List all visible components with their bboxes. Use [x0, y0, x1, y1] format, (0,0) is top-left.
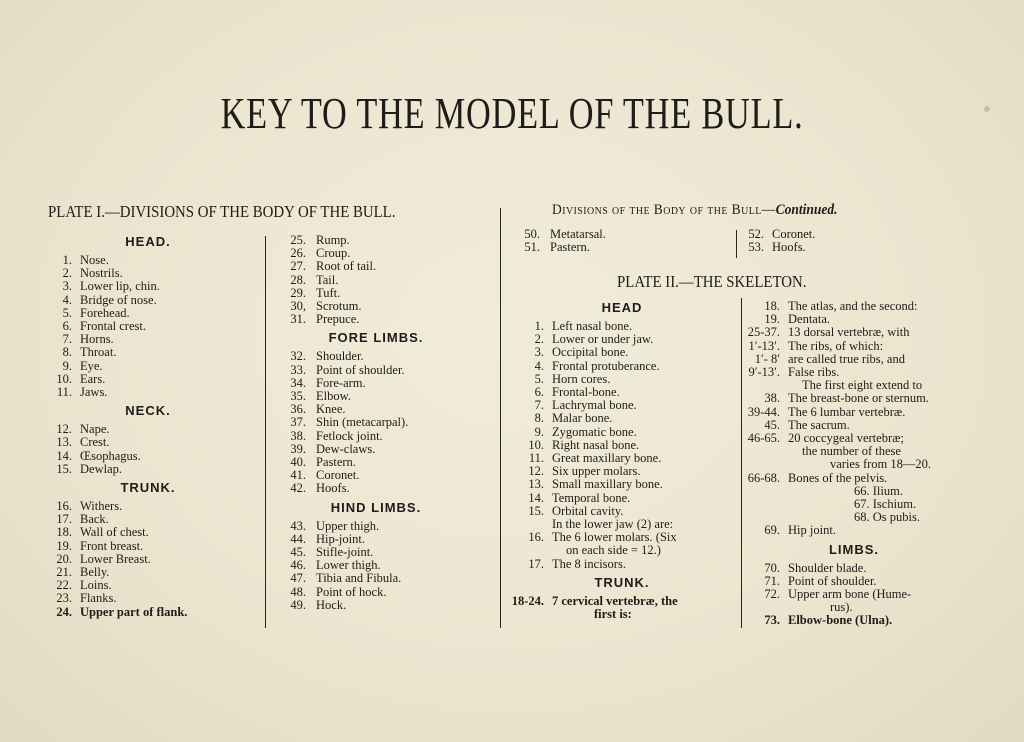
item-text: Croup. — [316, 246, 351, 261]
item-number: 26. — [290, 246, 306, 261]
item-number: 16. — [528, 530, 544, 545]
item-text: Crest. — [80, 435, 110, 450]
item-text: rus). — [830, 600, 853, 615]
item-text: on each side = 12.) — [566, 543, 661, 558]
item-text: Upper thigh. — [316, 518, 380, 533]
list-item — [276, 234, 476, 247]
item-text: Horns. — [80, 332, 114, 347]
item-number — [508, 608, 552, 621]
item-number: 46-65. — [747, 431, 780, 446]
item-number: 17. — [56, 512, 72, 527]
item-number: 66-68. — [747, 470, 780, 485]
item-text: Rump. — [316, 233, 350, 247]
list-item — [744, 614, 964, 627]
item-number: 43. — [290, 518, 306, 533]
item-number: 10. — [56, 371, 72, 386]
continued-heading — [552, 202, 838, 219]
section-heading: HIND LIMBS. — [330, 499, 422, 515]
item-text: Nostrils. — [80, 266, 123, 281]
item-number: 8. — [62, 345, 72, 360]
list-item — [276, 300, 476, 313]
item-text: In the lower jaw (2) are: — [552, 517, 674, 532]
item-number: 11. — [528, 451, 544, 466]
item-number: 7. — [62, 332, 72, 347]
list-item — [276, 443, 476, 456]
item-number: 73. — [764, 613, 780, 628]
list-item — [48, 566, 248, 579]
section-heading: TRUNK. — [594, 574, 650, 590]
list-item — [276, 247, 476, 260]
list-item — [744, 326, 964, 339]
item-text: Pastern. — [550, 240, 590, 255]
item-number: 3. — [534, 345, 544, 360]
item-text: 68. Os pubis. — [854, 510, 920, 525]
item-number: 1. — [534, 319, 544, 333]
item-text: 7 cervical vertebræ, the — [552, 593, 678, 608]
item-text: Elbow. — [316, 389, 351, 404]
column-divider — [265, 236, 266, 628]
list-item — [48, 423, 248, 436]
item-text: Ears. — [80, 371, 106, 386]
list-item — [276, 364, 476, 377]
section-heading: LIMBS. — [828, 541, 880, 557]
item-text: Hip joint. — [788, 523, 836, 538]
item-number: 40. — [290, 455, 306, 470]
item-text: Hoofs. — [316, 481, 350, 496]
item-number: 25. — [290, 233, 306, 247]
item-number — [744, 445, 788, 458]
item-number: 71. — [764, 573, 780, 588]
item-text: varies from 18—20. — [830, 457, 932, 472]
item-number: 5. — [62, 305, 72, 320]
item-text: The 6 lumbar vertebræ. — [788, 404, 906, 419]
item-text: Coronet. — [316, 468, 360, 483]
item-text: Hoofs. — [772, 240, 806, 255]
list-item — [508, 412, 736, 425]
item-number: 46. — [290, 558, 306, 573]
item-number: 35. — [290, 389, 306, 404]
item-number: 33. — [290, 362, 306, 377]
plate-1-column-2 — [276, 234, 476, 612]
list-item — [276, 274, 476, 287]
item-text: Wall of chest. — [80, 525, 149, 540]
item-number: 1′-13′. — [748, 338, 780, 353]
item-text: Hip-joint. — [316, 531, 365, 546]
item-text: the number of these — [802, 444, 901, 459]
item-text: Six upper molars. — [552, 464, 641, 479]
list-item — [48, 592, 248, 605]
item-number: 30, — [290, 299, 306, 314]
item-number: 9. — [62, 358, 72, 373]
item-text: The 6 lower molars. (Six — [552, 530, 677, 545]
list-item — [744, 588, 964, 601]
item-number: 70. — [764, 560, 780, 575]
item-number: 14. — [56, 448, 72, 463]
item-number: 4. — [62, 292, 72, 307]
item-text: Lower or under jaw. — [552, 332, 654, 347]
list-item — [48, 553, 248, 566]
item-number: 18. — [56, 525, 72, 540]
item-number: 28. — [290, 272, 306, 287]
item-number: 2. — [62, 266, 72, 281]
continued-heading-text: Divisions of the Body of the Bull— — [552, 202, 776, 218]
item-text: Shin (metacarpal). — [316, 415, 409, 430]
item-text: 20 coccygeal vertebræ; — [788, 431, 904, 446]
list-item — [744, 458, 964, 471]
list-item — [276, 469, 476, 482]
item-text: 67. Ischium. — [854, 497, 917, 512]
paper-spot — [984, 106, 990, 112]
item-number: 19. — [764, 312, 780, 327]
item-number: 37. — [290, 415, 306, 430]
list-item — [48, 320, 248, 333]
list-item — [48, 436, 248, 449]
item-text: The breast-bone or sternum. — [788, 391, 929, 406]
item-text: Great maxillary bone. — [552, 451, 662, 466]
item-number: 13. — [56, 435, 72, 450]
section-heading: HEAD — [601, 300, 643, 315]
list-item — [48, 360, 248, 373]
item-text: Point of hock. — [316, 584, 387, 599]
item-text: Upper part of flank. — [80, 604, 188, 619]
item-number: 5. — [534, 371, 544, 386]
item-number: 51. — [524, 240, 540, 255]
item-text: Dewlap. — [80, 461, 122, 476]
list-item — [508, 558, 736, 571]
item-text: Withers. — [80, 499, 123, 514]
item-text: Bones of the pelvis. — [788, 470, 888, 485]
continued-heading-italic: Continued. — [775, 202, 838, 218]
list-item — [740, 241, 940, 254]
list-item — [276, 572, 476, 585]
item-text: Temporal bone. — [552, 490, 631, 505]
item-number: 34. — [290, 375, 306, 390]
item-number: 9. — [534, 424, 544, 439]
list-item — [276, 313, 476, 326]
list-item — [48, 294, 248, 307]
item-text: Belly. — [80, 565, 110, 580]
item-text: Nape. — [80, 422, 110, 437]
plate-2-divider — [741, 298, 742, 628]
list-item — [508, 346, 736, 359]
item-number: 18-24. — [511, 593, 544, 608]
item-text: The first eight extend to — [802, 378, 923, 393]
list-item — [744, 562, 964, 575]
item-text: Elbow-bone (Ulna). — [788, 613, 893, 628]
list-item — [510, 241, 720, 254]
item-text: Small maxillary bone. — [552, 477, 663, 492]
list-item — [276, 430, 476, 443]
item-number: 20. — [56, 551, 72, 566]
list-item — [276, 377, 476, 390]
item-number: 14. — [528, 490, 544, 505]
list-item — [48, 526, 248, 539]
item-text: are called true ribs, and — [788, 351, 905, 366]
list-item — [48, 463, 248, 476]
list-item — [276, 287, 476, 300]
item-number: 42. — [290, 481, 306, 496]
item-text: Root of tail. — [316, 259, 377, 274]
item-text: Point of shoulder. — [788, 573, 877, 588]
item-number: 9′-13′. — [748, 365, 780, 380]
item-text: Dew-claws. — [316, 441, 376, 456]
list-item — [508, 426, 736, 439]
item-text: Upper arm bone (Hume- — [788, 587, 912, 602]
item-text: Nose. — [80, 253, 109, 267]
item-number: 11. — [56, 385, 72, 400]
continued-divider — [736, 230, 737, 258]
item-text: The atlas, and the second: — [788, 299, 918, 313]
item-text: False ribs. — [788, 365, 840, 380]
item-text: Fetlock joint. — [316, 428, 383, 443]
item-number: 41. — [290, 468, 306, 483]
item-number: 45. — [290, 545, 306, 560]
list-item — [48, 346, 248, 359]
item-number — [744, 458, 788, 471]
list-item — [48, 280, 248, 293]
list-item — [508, 544, 736, 557]
item-text: Forehead. — [80, 305, 130, 320]
item-text: Shoulder blade. — [788, 560, 867, 575]
item-number: 21. — [56, 565, 72, 580]
list-item — [508, 478, 736, 491]
plate-2-column-1 — [508, 296, 736, 621]
item-number: 29. — [290, 285, 306, 300]
item-number: 15. — [56, 461, 72, 476]
list-item — [276, 533, 476, 546]
item-text: Flanks. — [80, 591, 117, 606]
page-divider — [500, 208, 501, 628]
item-number — [744, 485, 788, 498]
item-number: 53. — [748, 240, 764, 255]
item-number — [744, 498, 788, 511]
continued-left-list — [510, 228, 720, 254]
item-text: Frontal crest. — [80, 319, 146, 334]
item-text: Left nasal bone. — [552, 319, 633, 333]
item-number: 36. — [290, 402, 306, 417]
list-item — [48, 579, 248, 592]
list-item — [744, 392, 964, 405]
page-title: KEY TO THE MODEL OF THE BULL. — [220, 89, 804, 138]
item-text: Frontal protuberance. — [552, 358, 660, 373]
item-number: 18. — [764, 299, 780, 313]
item-number: 31. — [290, 312, 306, 327]
item-text: Scrotum. — [316, 299, 362, 314]
section-heading: TRUNK. — [120, 480, 176, 496]
list-item — [740, 228, 940, 241]
continued-right-list — [740, 228, 940, 254]
item-number: 32. — [290, 349, 306, 364]
item-text: Throat. — [80, 345, 117, 360]
item-number: 22. — [56, 578, 72, 593]
item-text: Coronet. — [772, 227, 816, 241]
item-number: 72. — [764, 587, 780, 602]
item-text: Bridge of nose. — [80, 292, 157, 307]
list-item — [276, 350, 476, 363]
item-text: Malar bone. — [552, 411, 613, 426]
list-item — [276, 416, 476, 429]
list-item — [276, 456, 476, 469]
item-number: 23. — [56, 591, 72, 606]
item-number: 3. — [62, 279, 72, 294]
plate-2-heading: PLATE II.—THE SKELETON. — [617, 272, 807, 291]
item-number: 45. — [764, 417, 780, 432]
item-number: 49. — [290, 597, 306, 612]
list-item — [276, 260, 476, 273]
item-number: 2. — [534, 332, 544, 347]
item-text: The ribs, of which: — [788, 338, 884, 353]
item-number: 12. — [56, 422, 72, 437]
item-number: 39. — [290, 441, 306, 456]
item-number: 8. — [534, 411, 544, 426]
item-number: 38. — [764, 391, 780, 406]
item-text: Tuft. — [316, 285, 341, 300]
list-item — [48, 606, 248, 619]
item-number: 69. — [764, 523, 780, 538]
list-item — [276, 482, 476, 495]
item-number: 16. — [56, 499, 72, 514]
item-text: Occipital bone. — [552, 345, 629, 360]
item-text: Jaws. — [80, 385, 108, 400]
item-text: 66. Ilium. — [854, 483, 903, 498]
item-number: 48. — [290, 584, 306, 599]
item-number: 38. — [290, 428, 306, 443]
list-item — [48, 373, 248, 386]
item-text: The sacrum. — [788, 417, 850, 432]
item-text: Orbital cavity. — [552, 503, 624, 518]
item-number: 13. — [528, 477, 544, 492]
list-item — [48, 500, 248, 513]
item-text: Eye. — [80, 358, 103, 373]
item-text: Metatarsal. — [550, 227, 606, 241]
item-text: first is: — [594, 607, 632, 622]
item-text: Back. — [80, 512, 109, 527]
item-text: Horn cores. — [552, 371, 611, 386]
item-number: 47. — [290, 571, 306, 586]
list-item — [48, 540, 248, 553]
list-item — [276, 586, 476, 599]
item-text: Tail. — [316, 272, 339, 287]
item-text: Lower Breast. — [80, 551, 151, 566]
item-text: Lower lip, chin. — [80, 279, 160, 294]
item-text: Œsophagus. — [80, 448, 141, 463]
list-item — [510, 228, 720, 241]
section-heading: HEAD. — [125, 234, 171, 249]
list-item — [48, 333, 248, 346]
item-text: Tibia and Fibula. — [316, 571, 402, 586]
list-item — [744, 524, 964, 537]
item-text: Lower thigh. — [316, 558, 381, 573]
item-number: 1′- 8′ — [754, 351, 780, 366]
item-text: Prepuce. — [316, 312, 360, 327]
item-number: 50. — [524, 227, 540, 241]
item-text: Zygomatic bone. — [552, 424, 637, 439]
item-text: Knee. — [316, 402, 346, 417]
item-number: 6. — [62, 319, 72, 334]
item-number: 25-37. — [747, 325, 780, 340]
item-text: Point of shoulder. — [316, 362, 405, 377]
item-text: Right nasal bone. — [552, 437, 640, 452]
plate-1-column-1 — [48, 230, 248, 619]
item-number: 52. — [748, 227, 764, 241]
item-number — [508, 544, 552, 557]
section-heading: FORE LIMBS. — [328, 330, 424, 346]
list-item — [48, 307, 248, 320]
item-number: 7. — [534, 398, 544, 413]
item-text: Frontal-bone. — [552, 385, 620, 400]
item-number: 39-44. — [747, 404, 780, 419]
item-text: Shoulder. — [316, 349, 364, 364]
item-number: 24. — [56, 604, 72, 619]
list-item — [744, 406, 964, 419]
list-item — [48, 386, 248, 399]
item-text: 13 dorsal vertebræ, with — [788, 325, 910, 340]
section-heading: NECK. — [125, 403, 171, 419]
plate-1-heading: PLATE I.—DIVISIONS OF THE BODY OF THE BULL. — [48, 202, 396, 221]
list-item — [48, 450, 248, 463]
item-number: 19. — [56, 538, 72, 553]
item-text: Pastern. — [316, 455, 356, 470]
item-text: Dentata. — [788, 312, 830, 327]
list-item — [48, 254, 248, 267]
item-text: The 8 incisors. — [552, 556, 626, 571]
list-item — [508, 608, 736, 621]
item-number: 27. — [290, 259, 306, 274]
list-item — [276, 390, 476, 403]
list-item — [508, 360, 736, 373]
list-item — [276, 599, 476, 612]
item-number: 44. — [290, 531, 306, 546]
item-number: 10. — [528, 437, 544, 452]
item-text: Hock. — [316, 597, 347, 612]
list-item — [276, 520, 476, 533]
plate-2-column-2 — [744, 300, 964, 628]
list-item — [508, 492, 736, 505]
item-number: 6. — [534, 385, 544, 400]
item-text: Fore-arm. — [316, 375, 366, 390]
item-number: 17. — [528, 556, 544, 571]
list-item — [744, 340, 964, 353]
item-number: 4. — [534, 358, 544, 373]
item-number: 15. — [528, 503, 544, 518]
item-text: Stifle-joint. — [316, 545, 374, 560]
item-text: Front breast. — [80, 538, 144, 553]
item-number: 12. — [528, 464, 544, 479]
item-text: Lachrymal bone. — [552, 398, 637, 413]
item-number: 1. — [62, 253, 72, 267]
item-text: Loins. — [80, 578, 112, 593]
list-item — [744, 472, 964, 485]
